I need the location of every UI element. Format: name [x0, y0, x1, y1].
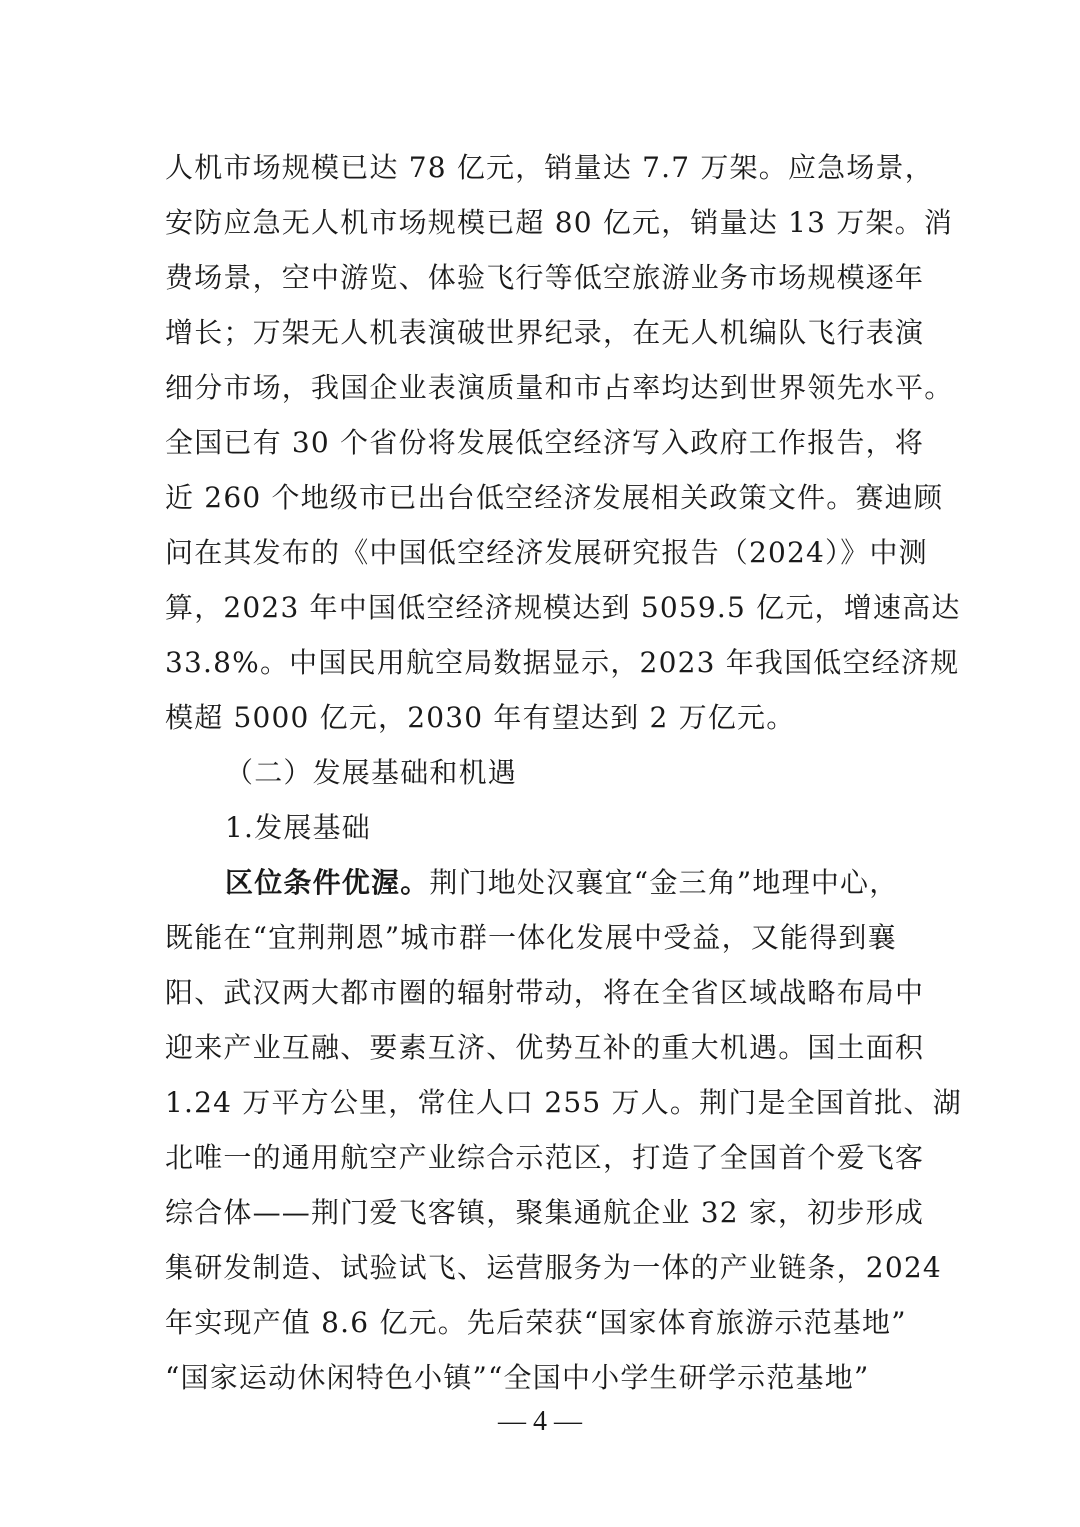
paragraph-first-line-text: 荆门地处汉襄宜“金三角”地理中心，	[429, 866, 899, 899]
body-text-line: 年实现产值 8.6 亿元。先后荣获“国家体育旅游示范基地”	[165, 1306, 907, 1339]
body-text-line: 安防应急无人机市场规模已超 80 亿元，销量达 13 万架。消	[165, 206, 954, 239]
paragraph-first-line	[225, 863, 975, 903]
subsection-heading: 1.发展基础	[225, 811, 371, 844]
section-heading: （二）发展基础和机遇	[225, 756, 518, 789]
body-text-line: 集研发制造、试验试飞、运营服务为一体的产业链条，2024	[165, 1251, 942, 1284]
page-number: — 4 —	[498, 1406, 582, 1437]
paragraph-lead-heading: 区位条件优渥。	[225, 866, 430, 899]
body-text-line: 细分市场，我国企业表演质量和市占率均达到世界领先水平。	[165, 371, 954, 404]
body-text-line: 1.24 万平方公里，常住人口 255 万人。荆门是全国首批、湖	[165, 1086, 962, 1119]
body-text-line: 既能在“宜荆荆恩”城市群一体化发展中受益，又能得到襄	[165, 921, 897, 954]
body-text-line: 模超 5000 亿元，2030 年有望达到 2 万亿元。	[165, 701, 796, 734]
body-text-line: 综合体——荆门爱飞客镇，聚集通航企业 32 家，初步形成	[165, 1196, 925, 1229]
body-text-line: 迎来产业互融、要素互济、优势互补的重大机遇。国土面积	[165, 1031, 925, 1064]
body-text-line: 33.8%。中国民用航空局数据显示，2023 年我国低空经济规	[165, 646, 960, 679]
body-text-line: 费场景，空中游览、体验飞行等低空旅游业务市场规模逐年	[165, 261, 925, 294]
body-text-line: 算，2023 年中国低空经济规模达到 5059.5 亿元，增速高达	[165, 591, 961, 624]
body-text-line: 北唯一的通用航空产业综合示范区，打造了全国首个爱飞客	[165, 1141, 925, 1174]
body-text-line: 阳、武汉两大都市圈的辐射带动，将在全省区域战略布局中	[165, 976, 925, 1009]
body-text-line: 全国已有 30 个省份将发展低空经济写入政府工作报告，将	[165, 426, 925, 459]
body-text-line: 人机市场规模已达 78 亿元，销量达 7.7 万架。应急场景，	[165, 151, 934, 184]
body-text-line: 近 260 个地级市已出台低空经济发展相关政策文件。赛迪顾	[165, 481, 944, 514]
body-text-line: 增长；万架无人机表演破世界纪录，在无人机编队飞行表演	[165, 316, 925, 349]
body-text-line: “国家运动休闲特色小镇”“全国中小学生研学示范基地”	[165, 1361, 870, 1394]
body-text-line: 问在其发布的《中国低空经济发展研究报告（2024）》中测	[165, 536, 928, 569]
